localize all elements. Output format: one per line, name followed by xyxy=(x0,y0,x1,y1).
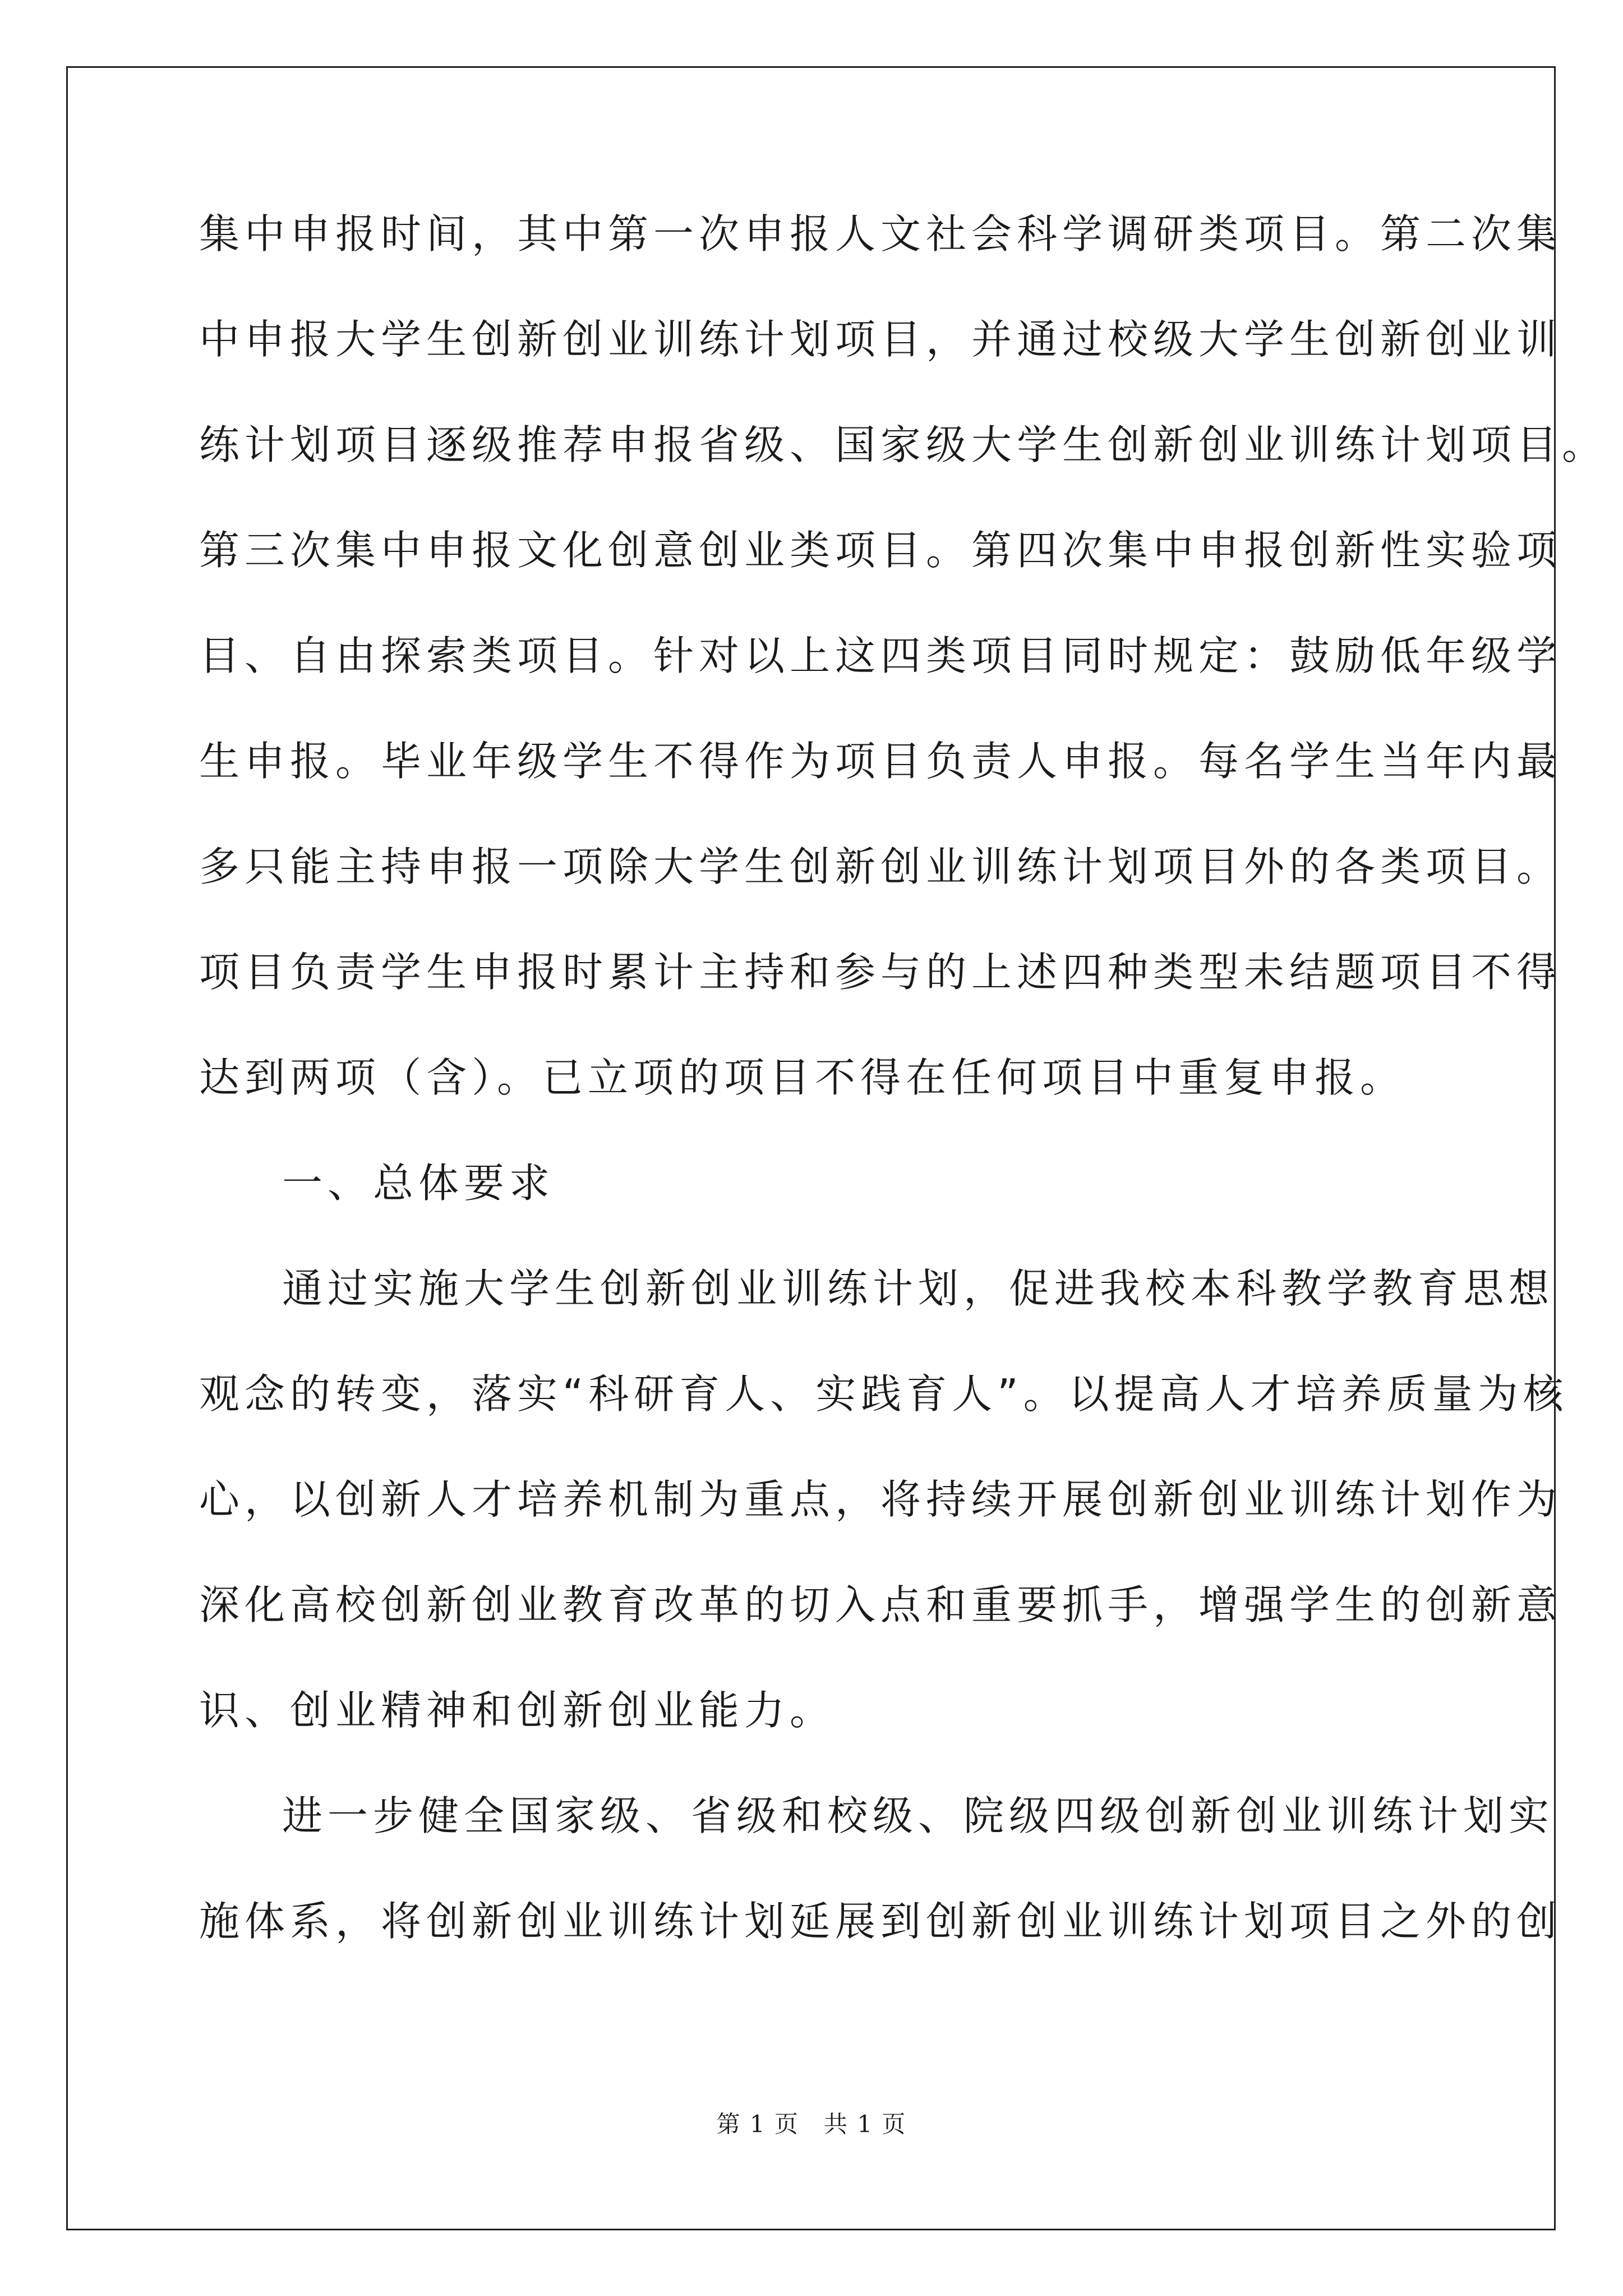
text-line: 达到两项（含）。已立项的项目不得在任何项目中重复申报。 xyxy=(199,1054,1406,1101)
text-line: 中申报大学生创新创业训练计划项目，并通过校级大学生创新创业训 xyxy=(199,316,1562,363)
text-line: 生申报。毕业年级学生不得作为项目负责人申报。每名学生当年内最 xyxy=(199,738,1562,785)
text-line: 项目负责学生申报时累计主持和参与的上述四种类型未结题项目不得 xyxy=(199,949,1562,996)
text-line: 多只能主持申报一项除大学生创新创业训练计划项目外的各类项目。 xyxy=(199,843,1562,890)
section-heading: 一、总体要求 xyxy=(282,1159,555,1207)
text-line: 进一步健全国家级、省级和校级、院级四级创新创业训练计划实 xyxy=(282,1792,1555,1839)
text-line: 目、自由探索类项目。针对以上这四类项目同时规定：鼓励低年级学 xyxy=(199,632,1562,679)
text-line: 集中申报时间，其中第一次申报人文社会科学调研类项目。第二次集 xyxy=(199,210,1562,257)
text-line: 练计划项目逐级推荐申报省级、国家级大学生创新创业训练计划项目。 xyxy=(199,421,1608,468)
page-footer: 第 1 页 共 1 页 xyxy=(716,2110,907,2138)
text-line: 深化高校创新创业教育改革的切入点和重要抓手，增强学生的创新意 xyxy=(199,1581,1562,1628)
document-body xyxy=(199,210,1608,2007)
text-line: 心，以创新人才培养机制为重点，将持续开展创新创业训练计划作为 xyxy=(199,1476,1562,1523)
text-line: 通过实施大学生创新创业训练计划，促进我校本科教学教育思想 xyxy=(282,1265,1555,1312)
text-line: 第三次集中申报文化创意创业类项目。第四次集中申报创新性实验项 xyxy=(199,527,1562,574)
text-line: 观念的转变，落实“科研育人、实践育人”。以提高人才培养质量为核 xyxy=(199,1370,1569,1418)
text-line: 施体系，将创新创业训练计划延展到创新创业训练计划项目之外的创 xyxy=(199,1898,1562,1945)
text-line: 识、创业精神和创新创业能力。 xyxy=(199,1687,836,1734)
